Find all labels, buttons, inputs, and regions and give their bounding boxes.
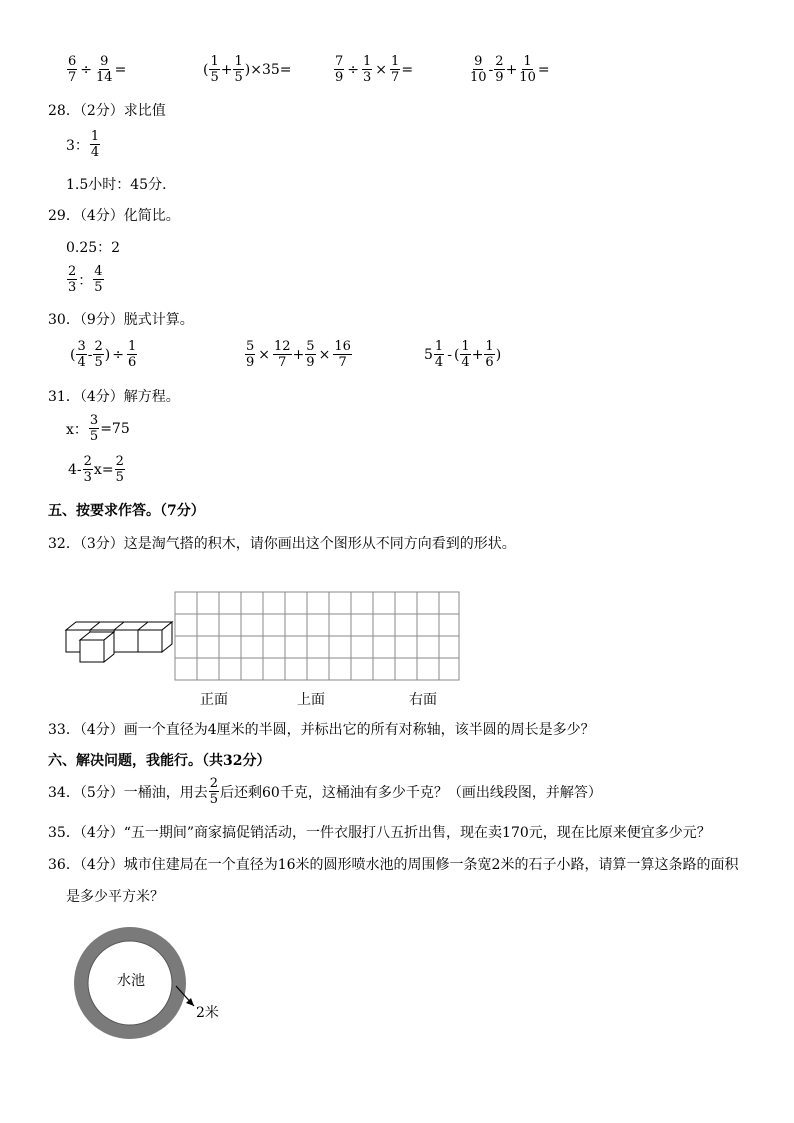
- q28-line1: 3： $\frac{1}{4}$: [66, 129, 100, 160]
- label-right: 右面: [409, 692, 437, 708]
- pool-diagram: [60, 918, 240, 1048]
- q31-eq2: 4- $\frac{2}{3}$ x= $\frac{2}{5}$: [68, 454, 124, 485]
- q31-eq1: x： $\frac{3}{5}$ =75: [66, 413, 130, 444]
- label-top: 上面: [297, 692, 325, 708]
- q33-text: 33．（4分）画一个直径为4厘米的半圆，并标出它的所有对称轴，该半圆的周长是多少？: [48, 722, 595, 738]
- width-label: 2米: [196, 1005, 219, 1021]
- q29-line2: $\frac{2}{3}$ ： $\frac{4}{5}$: [68, 264, 103, 295]
- label-front: 正面: [200, 692, 228, 708]
- q30-expr2: $\frac{5}{9}$ × $\frac{12}{7}$ + $\frac{5}{9}$ × $\frac{16}{7}$: [246, 339, 351, 370]
- q30-title: 30．（9分）脱式计算。: [48, 312, 194, 328]
- q29-title: 29．（4分）化简比。: [48, 208, 180, 224]
- drawing-grid: [175, 592, 459, 680]
- expr-row1-4: $\frac{9}{10}$ - $\frac{2}{9}$ + $\frac{1}{10}$ =: [470, 54, 550, 85]
- pool-label: 水池: [117, 973, 145, 989]
- q34-text: 34．（5分）一桶油，用去 $\frac{2}{5}$ 后还剩60千克，这桶油有多少千克？（画出线段图，并解答）: [48, 776, 602, 807]
- q28-title: 28．（2分）求比值: [48, 103, 166, 119]
- block-figure: [66, 622, 172, 662]
- q36-line2: 是多少平方米？: [66, 889, 164, 905]
- expr-row1-1: $\frac{6}{7}$ ÷ $\frac{9}{14}$ =: [68, 54, 127, 85]
- q29-line1: 0.25：2: [66, 240, 121, 256]
- q35-text: 35．（4分）“五一期间”商家搞促销活动，一件衣服打八五折出售，现在卖170元，现在比原来便宜多少元？: [48, 825, 711, 841]
- q28-line2: 1.5小时：45分．: [66, 177, 177, 193]
- q30-expr1: ( $\frac{3}{4}$ - $\frac{2}{5}$ ) ÷ $\frac{1}{6}$: [70, 339, 137, 370]
- q32-figure: [60, 585, 470, 685]
- expr-row1-2: ( $\frac{1}{5}$ + $\frac{1}{5}$ ) ×35=: [203, 54, 292, 85]
- q32-title: 32．（3分）这是淘气搭的积木，请你画出这个图形从不同方向看到的形状。: [48, 536, 516, 552]
- q36-line1: 36．（4分）城市住建局在一个直径为16米的圆形喷水池的周围修一条宽2米的石子小路，请算一算这条路的面积: [48, 857, 739, 873]
- section-5-heading: 五、按要求作答。（7分）: [48, 503, 205, 519]
- q31-title: 31．（4分）解方程。: [48, 389, 180, 405]
- section-6-heading: 六、解决问题，我能行。（共32分）: [48, 753, 271, 769]
- q30-expr3: 5 $\frac{1}{4}$ - ( $\frac{1}{4}$ + $\frac{1}{6}$ ): [424, 339, 502, 370]
- expr-row1-3: $\frac{7}{9}$ ÷ $\frac{1}{3}$ × $\frac{1}{7}$ =: [335, 54, 414, 85]
